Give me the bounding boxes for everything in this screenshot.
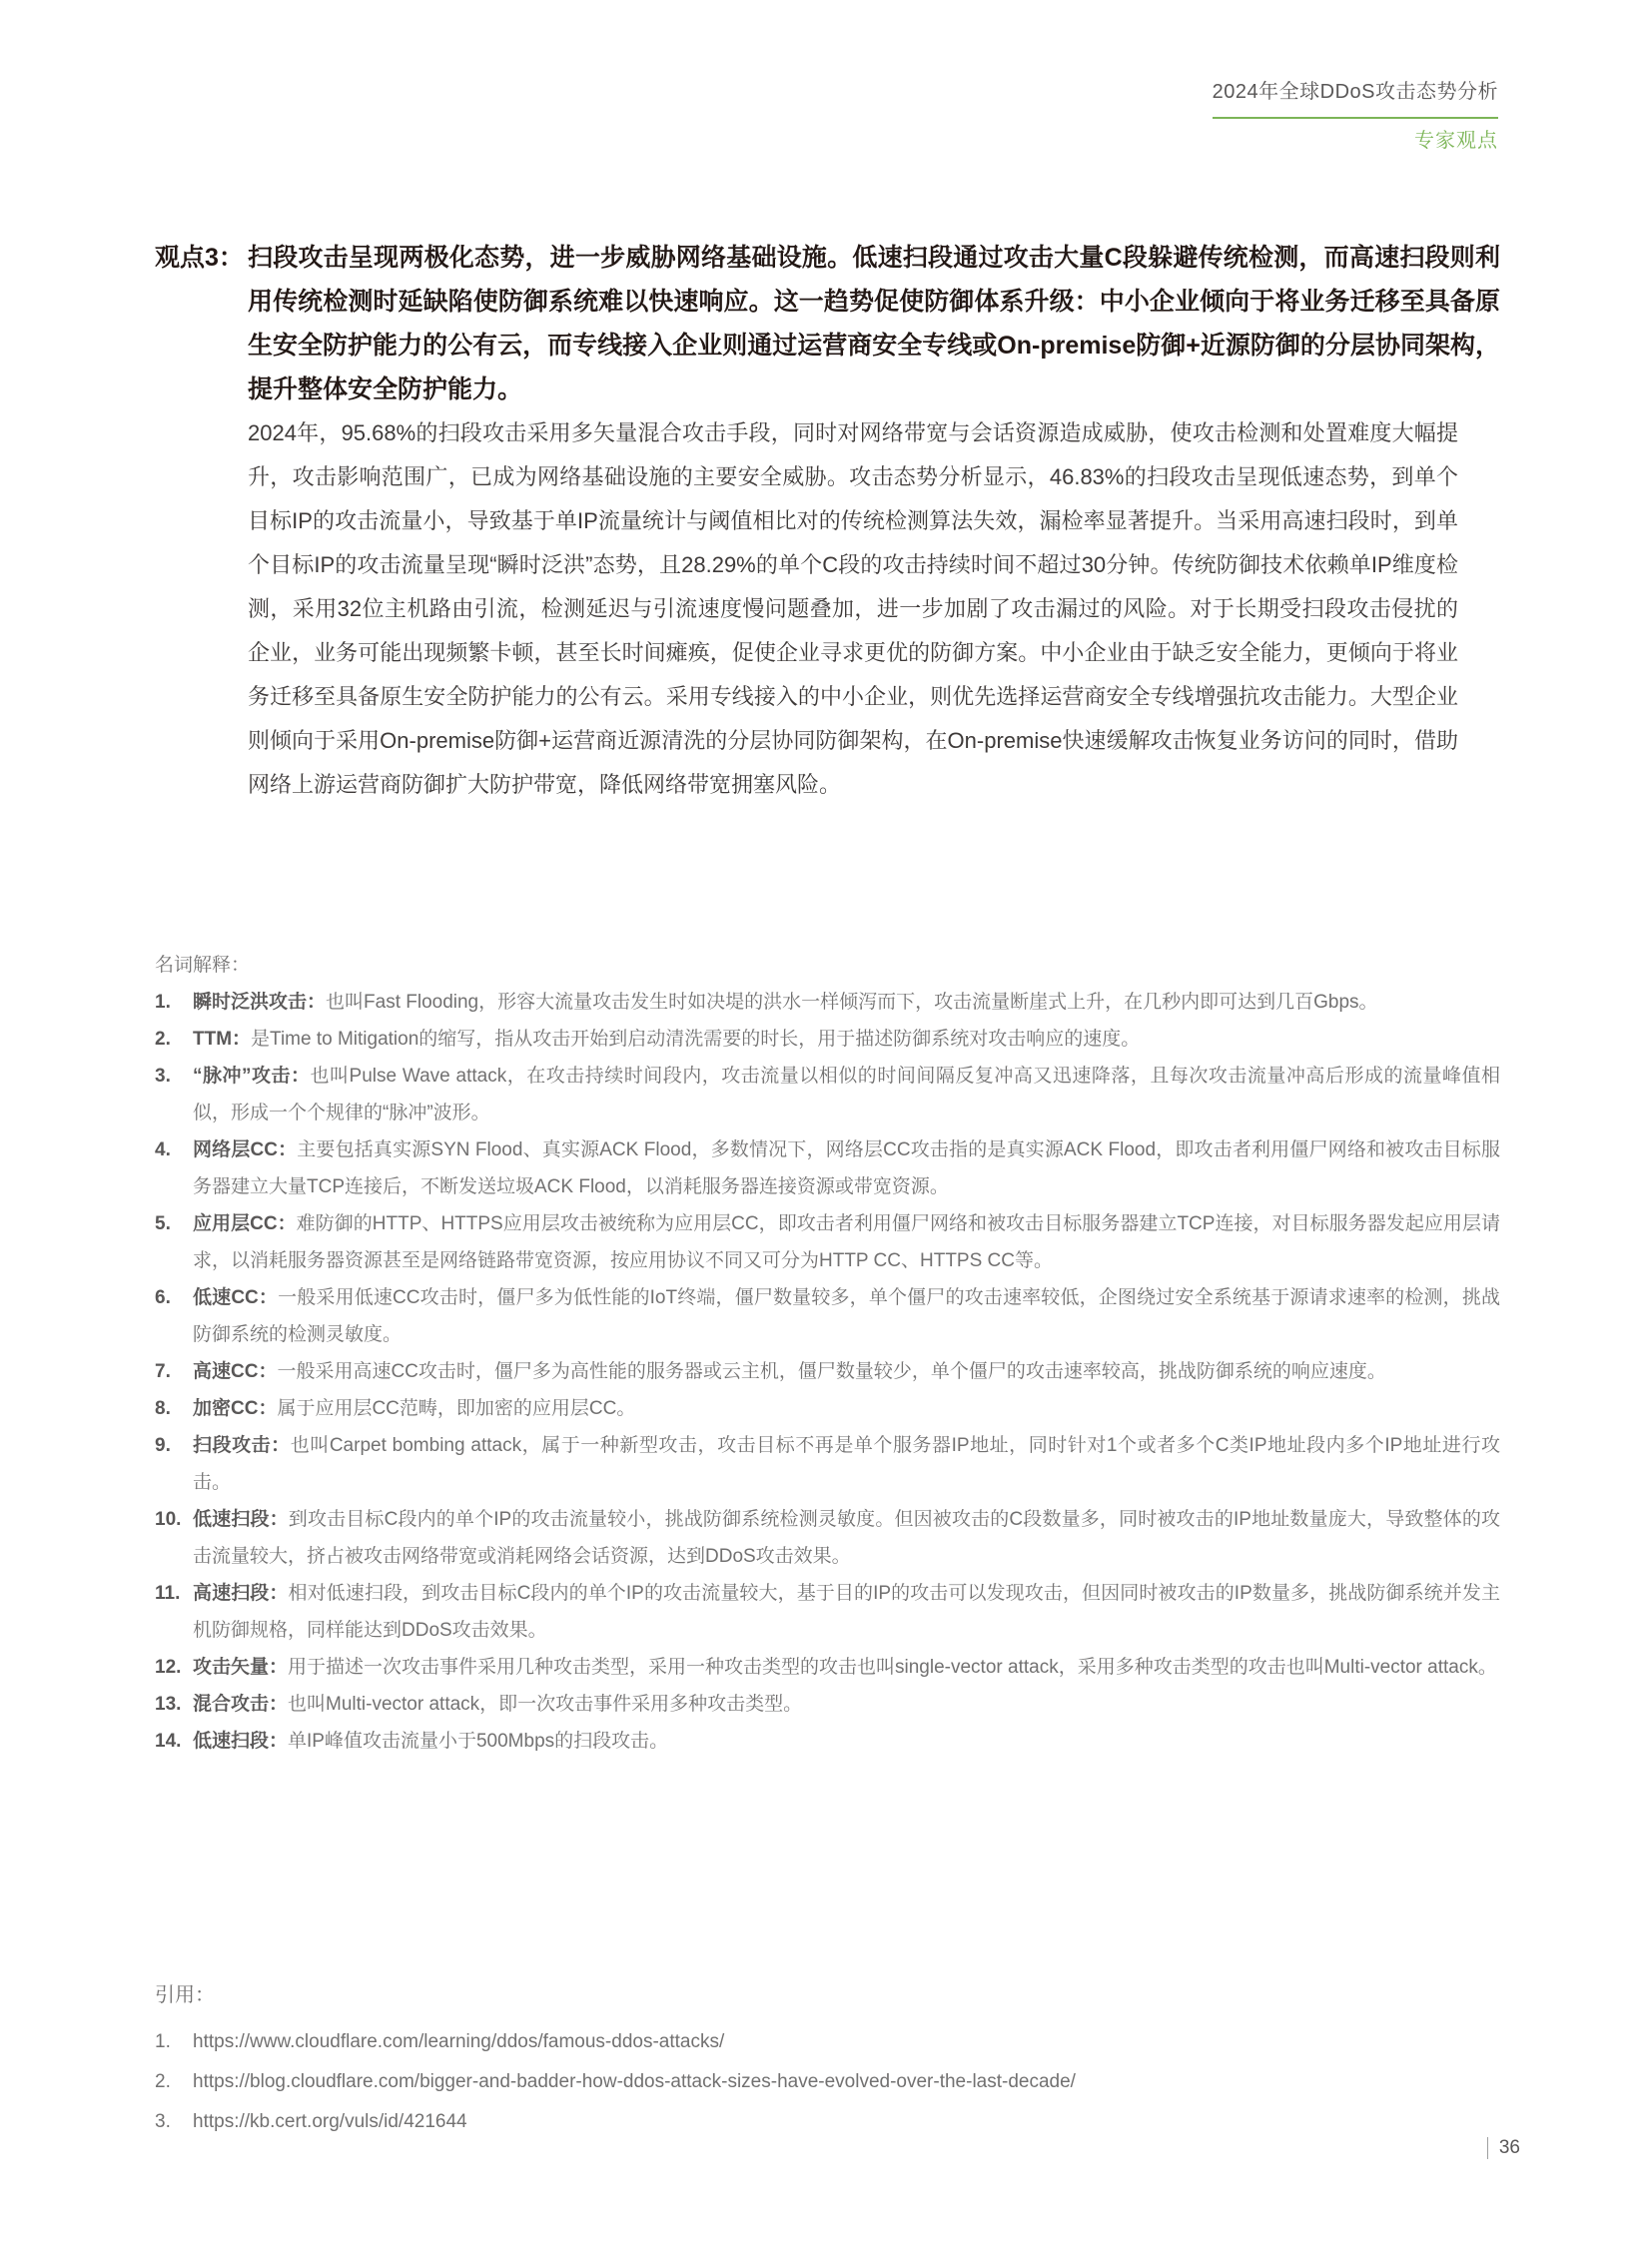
glossary-section [155, 947, 1500, 1760]
glossary-item-text [193, 1501, 1500, 1575]
glossary-definition: 也叫Pulse Wave attack，在攻击持续时间段内，攻击流量以相似的时间间隔反复冲高又迅速降落，且每次攻击流量冲高后形成的流量峰值相似，形成一个个规律的“脉冲”波形。 [193, 1066, 1500, 1123]
header-divider-line [1213, 117, 1498, 119]
viewpoint-title: 扫段攻击呈现两极化态势，进一步威胁网络基础设施。低速扫段通过攻击大量C段躲避传统检测，而高速扫段则利用传统检测时延缺陷使防御系统难以快速响应。这一趋势促使防御体系升级：中小企业倾向于将业务迁移至具备原生安全防护能力的公有云，而专线接入企业则通过运营商安全专线或On-premise防御+近源防御的分层协同架构，提升整体安全防护能力。 [248, 244, 1500, 403]
glossary-item-number: 12. [155, 1657, 182, 1678]
glossary-item [155, 1575, 1500, 1649]
glossary-item [155, 1723, 1500, 1760]
glossary-term: 高速CC： [193, 1361, 278, 1382]
glossary-term: 低速扫段： [193, 1509, 289, 1530]
reference-url[interactable]: https://kb.cert.org/vuls/id/421644 [193, 2111, 467, 2132]
glossary-list [155, 984, 1500, 1760]
page-footer [1487, 2137, 1520, 2159]
glossary-item-text [193, 1205, 1500, 1279]
glossary-item-text [193, 1686, 1500, 1723]
glossary-definition: 到攻击目标C段内的单个IP的攻击流量较小，挑战防御系统检测灵敏度。但因被攻击的C段数量多，同时被攻击的IP地址数量庞大，导致整体的攻击流量较大，挤占被攻击网络带宽或消耗网络会话资源，达到DDoS攻击效果。 [193, 1509, 1500, 1567]
reference-number: 2. [155, 2071, 171, 2092]
glossary-definition: 一般采用低速CC攻击时，僵尸多为低性能的IoT终端，僵尸数量较多，单个僵尸的攻击速率较低，企图绕过安全系统基于源请求速率的检测，挑战防御系统的检测灵敏度。 [193, 1287, 1500, 1345]
glossary-item [155, 1021, 1500, 1058]
glossary-item-number: 4. [155, 1139, 171, 1160]
glossary-item [155, 1686, 1500, 1723]
page-number: 36 [1498, 2137, 1520, 2158]
glossary-item-text [193, 1427, 1500, 1501]
glossary-item-number: 3. [155, 1066, 171, 1087]
glossary-item-number: 9. [155, 1435, 171, 1456]
reference-item [155, 2062, 1500, 2102]
reference-item [155, 2022, 1500, 2062]
glossary-item-text [193, 1649, 1500, 1686]
glossary-item-number: 2. [155, 1029, 171, 1050]
glossary-item-number: 14. [155, 1731, 182, 1752]
glossary-item [155, 984, 1500, 1021]
references-heading: 引用： [155, 1984, 215, 2006]
glossary-item-number: 11. [155, 1583, 181, 1604]
glossary-term: 混合攻击： [193, 1694, 289, 1715]
glossary-item-text [193, 1723, 1500, 1760]
glossary-definition: 也叫Fast Flooding，形容大流量攻击发生时如决堤的洪水一样倾泻而下，攻击流量断崖式上升，在几秒内即可达到几百Gbps。 [326, 992, 1378, 1013]
viewpoint-content [248, 236, 1500, 807]
viewpoint-label: 观点3： [155, 244, 244, 272]
glossary-term: 网络层CC： [193, 1139, 298, 1160]
glossary-definition: 是Time to Mitigation的缩写，指从攻击开始到启动清洗需要的时长，用于描述防御系统对攻击响应的速度。 [251, 1029, 1141, 1050]
glossary-item [155, 1501, 1500, 1575]
viewpoint-body-paragraph: 2024年，95.68%的扫段攻击采用多矢量混合攻击手段，同时对网络带宽与会话资源造成威胁，使攻击检测和处置难度大幅提升，攻击影响范围广，已成为网络基础设施的主要安全威胁。攻击态势分析显示，46.83%的扫段攻击呈现低速态势，到单个目标IP的攻击流量小，导致基于单IP流量统计与阈值相比对的传统检测算法失效，漏检率显著提升。当采用高速扫段时，到单个目标IP的攻击流量呈现“瞬时泛洪”态势，且28.29%的单个C段的攻击持续时间不超过30分钟。传统防御技术依赖单IP维度检测，采用32位主机路由引流，检测延迟与引流速度慢问题叠加，进一步加剧了攻击漏过的风险。对于长期受扫段攻击侵扰的企业，业务可能出现频繁卡顿，甚至长时间瘫痪，促使企业寻求更优的防御方案。中小企业由于缺乏安全能力，更倾向于将业务迁移至具备原生安全防护能力的公有云。采用专线接入的中小企业，则优先选择运营商安全专线增强抗攻击能力。大型企业则倾向于采用On-premise防御+运营商近源清洗的分层协同防御架构，在On-premise快速缓解攻击恢复业务访问的同时，借助网络上游运营商防御扩大防护带宽，降低网络带宽拥塞风险。 [248, 420, 1458, 797]
glossary-item-number: 7. [155, 1361, 171, 1382]
glossary-item [155, 1353, 1500, 1390]
glossary-definition: 一般采用高速CC攻击时，僵尸多为高性能的服务器或云主机，僵尸数量较少，单个僵尸的攻击速率较高，挑战防御系统的响应速度。 [277, 1361, 1386, 1382]
glossary-item-number: 10. [155, 1509, 182, 1530]
reference-number: 3. [155, 2111, 171, 2132]
glossary-item-text [193, 984, 1500, 1021]
references-list [155, 2022, 1500, 2142]
glossary-item-number: 13. [155, 1694, 182, 1715]
glossary-definition: 用于描述一次攻击事件采用几种攻击类型，采用一种攻击类型的攻击也叫single-vector attack，采用多种攻击类型的攻击也叫Multi-vector attack。 [288, 1657, 1497, 1678]
glossary-definition: 属于应用层CC范畴，即加密的应用层CC。 [277, 1398, 636, 1419]
glossary-item [155, 1390, 1500, 1427]
glossary-item-text [193, 1279, 1500, 1353]
glossary-item-text [193, 1575, 1500, 1649]
glossary-term: 应用层CC： [193, 1213, 297, 1234]
glossary-definition: 单IP峰值攻击流量小于500Mbps的扫段攻击。 [288, 1731, 669, 1752]
viewpoint-section [155, 236, 1500, 807]
reference-url[interactable]: https://www.cloudflare.com/learning/ddos/famous-ddos-attacks/ [193, 2031, 725, 2052]
glossary-term: 低速CC： [193, 1287, 279, 1308]
glossary-item-number: 1. [155, 992, 171, 1013]
glossary-item-text [193, 1390, 1500, 1427]
report-title: 2024年全球DDoS攻击态势分析 [1212, 81, 1498, 103]
glossary-item [155, 1427, 1500, 1501]
glossary-term: 攻击矢量： [193, 1657, 289, 1678]
footer-divider [1487, 2137, 1488, 2159]
reference-number: 1. [155, 2031, 171, 2052]
glossary-item-number: 6. [155, 1287, 171, 1308]
glossary-item-number: 8. [155, 1398, 171, 1419]
glossary-item-text [193, 1021, 1500, 1058]
glossary-definition: 也叫Carpet bombing attack，属于一种新型攻击，攻击目标不再是单个服务器IP地址，同时针对1个或者多个C类IP地址段内多个IP地址进行攻击。 [193, 1435, 1500, 1493]
glossary-item [155, 1058, 1500, 1131]
glossary-term: 低速扫段： [193, 1731, 289, 1752]
page-header [1213, 80, 1498, 153]
glossary-term: “脉冲”攻击： [193, 1066, 311, 1087]
glossary-item [155, 1205, 1500, 1279]
glossary-item-text [193, 1131, 1500, 1205]
glossary-definition: 主要包括真实源SYN Flood、真实源ACK Flood，多数情况下，网络层CC攻击指的是真实源ACK Flood，即攻击者利用僵尸网络和被攻击目标服务器建立大量TCP连接后，不断发送垃圾ACK Flood，以消耗服务器连接资源或带宽资源。 [193, 1139, 1500, 1197]
glossary-term: 加密CC： [193, 1398, 278, 1419]
glossary-item [155, 1279, 1500, 1353]
glossary-item-text [193, 1353, 1500, 1390]
glossary-item [155, 1649, 1500, 1686]
glossary-term: 扫段攻击： [193, 1435, 291, 1456]
glossary-definition: 也叫Multi-vector attack，即一次攻击事件采用多种攻击类型。 [288, 1694, 803, 1715]
glossary-term: TTM： [193, 1029, 252, 1050]
reference-url[interactable]: https://blog.cloudflare.com/bigger-and-badder-how-ddos-attack-sizes-have-evolved-over-the-last-decade/ [193, 2071, 1076, 2092]
section-label: 专家观点 [1414, 130, 1498, 152]
glossary-definition: 难防御的HTTP、HTTPS应用层攻击被统称为应用层CC，即攻击者利用僵尸网络和被攻击目标服务器建立TCP连接，对目标服务器发起应用层请求，以消耗服务器资源甚至是网络链路带宽资源，按应用协议不同又可分为HTTP CC、HTTPS CC等。 [193, 1213, 1500, 1271]
glossary-term: 高速扫段： [193, 1583, 289, 1604]
glossary-heading: 名词解释： [155, 955, 251, 976]
glossary-item-text [193, 1058, 1500, 1131]
reference-item [155, 2102, 1500, 2142]
references-section [155, 1977, 1500, 2142]
glossary-item-number: 5. [155, 1213, 171, 1234]
glossary-definition: 相对低速扫段，到攻击目标C段内的单个IP的攻击流量较大，基于目的IP的攻击可以发现攻击，但因同时被攻击的IP数量多，挑战防御系统并发主机防御规格，同样能达到DDoS攻击效果。 [193, 1583, 1500, 1641]
glossary-item [155, 1131, 1500, 1205]
glossary-term: 瞬时泛洪攻击： [193, 992, 327, 1013]
